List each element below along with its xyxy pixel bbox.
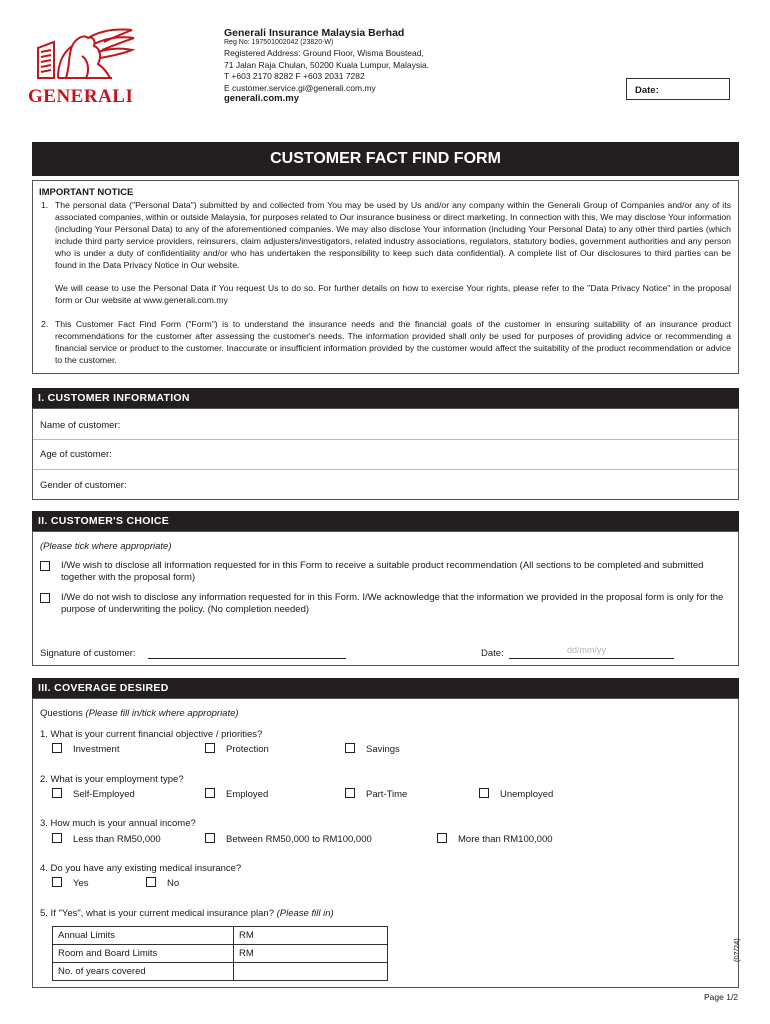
customer-gender-field[interactable] <box>143 473 733 495</box>
registration-number: Reg No: 197501002042 (23820-W) <box>224 39 334 46</box>
option-label: Employed <box>226 789 269 800</box>
customer-name-field[interactable] <box>133 413 733 435</box>
signature-date-label: Date: <box>481 648 504 659</box>
part-time-checkbox[interactable] <box>345 788 355 798</box>
question-5 <box>40 908 334 919</box>
questions-intro <box>40 708 239 719</box>
section-customers-choice-header <box>32 511 739 531</box>
notice-item-number: 2. <box>41 319 49 329</box>
question-4: 4. Do you have any existing medical insurance? <box>40 863 242 874</box>
disclose-all-option: I/We wish to disclose all information requested for in this Form to receive a suitable product recommendation (All sections to be completed and submitted together with the proposal form) <box>61 560 704 583</box>
savings-checkbox[interactable] <box>345 743 355 753</box>
notice-item-2: This Customer Fact Find Form ("Form") is to understand the insurance needs and the financial goals of the customer in ensuring suitability of an insurance product recommendations for the customer after assessing the customer's needs. The information provided shall only be used for purposes of providing advice or recommending a financial service or product to the customer. Inaccurate or insufficient information provided by the customer would affect the suitability of the product recommendation or advice to the customer. <box>55 319 731 365</box>
question-1: 1. What is your current financial objective / priorities? <box>40 729 263 740</box>
header-date-label: Date: <box>635 85 659 96</box>
section-coverage-desired <box>32 698 739 988</box>
contact-phone-fax: T +603 2170 8282 F +603 2031 7282 <box>224 71 365 81</box>
customer-name-label: Name of customer: <box>40 420 121 431</box>
section-title: II. CUSTOMER'S CHOICE <box>38 515 170 527</box>
section-title: I. CUSTOMER INFORMATION <box>38 392 190 404</box>
form-title-bar <box>32 142 739 176</box>
important-notice <box>32 180 739 374</box>
self-employed-checkbox[interactable] <box>52 788 62 798</box>
option-label: Less than RM50,000 <box>73 834 161 845</box>
section-customers-choice <box>32 531 739 666</box>
company-address <box>224 48 429 94</box>
option-label: Unemployed <box>500 789 554 800</box>
income-below-50k-checkbox[interactable] <box>52 833 62 843</box>
form-title: CUSTOMER FACT FIND FORM <box>270 150 501 167</box>
notice-heading: IMPORTANT NOTICE <box>39 187 134 198</box>
medical-insurance-table <box>52 926 388 981</box>
customer-age-label: Age of customer: <box>40 449 112 460</box>
option-label: Self-Employed <box>73 789 135 800</box>
signature-line[interactable] <box>148 658 346 659</box>
unemployed-checkbox[interactable] <box>479 788 489 798</box>
tick-instruction: (Please tick where appropriate) <box>40 541 172 552</box>
investment-checkbox[interactable] <box>52 743 62 753</box>
section-customer-information <box>32 408 739 500</box>
question-5-instruction: (Please fill in) <box>276 908 334 919</box>
divider <box>33 439 738 440</box>
notice-item-number: 1. <box>41 200 49 210</box>
annual-limits-field[interactable]: RM <box>234 927 388 945</box>
date-placeholder: dd/mm/yy <box>567 645 607 655</box>
customer-age-field[interactable] <box>133 442 733 464</box>
option-label: Savings <box>366 744 400 755</box>
logo-wordmark: GENERALI <box>28 86 134 107</box>
protection-checkbox[interactable] <box>205 743 215 753</box>
contact-email: E customer.service.gi@generali.com.my <box>224 82 376 93</box>
no-disclosure-option: I/We do not wish to disclose any information requested for in this Form. I/We acknowledge that the information we provided in the proposal form is only for the purpose of underwriting the policy. (No completion needed) <box>61 592 724 615</box>
years-covered-field[interactable] <box>234 963 388 981</box>
table-row <box>53 927 388 945</box>
table-row <box>53 945 388 963</box>
question-3: 3. How much is your annual income? <box>40 818 196 829</box>
company-website: generali.com.my <box>224 93 299 104</box>
option-label: Yes <box>73 878 89 889</box>
table-row <box>53 963 388 981</box>
disclose-all-checkbox[interactable] <box>40 561 50 571</box>
question-2: 2. What is your employment type? <box>40 774 184 785</box>
income-above-100k-checkbox[interactable] <box>437 833 447 843</box>
medical-insurance-yes-checkbox[interactable] <box>52 877 62 887</box>
winged-lion-icon <box>28 26 140 88</box>
option-label: No <box>167 878 180 889</box>
years-covered-label: No. of years covered <box>53 963 234 981</box>
notice-item-1-continued: We will cease to use the Personal Data if You request Us to do so. For further details on how to exercise Your rights, please refer to the "Data Privacy Notice" in the proposal form or Our website at www.generali.com.my <box>55 283 731 305</box>
employed-checkbox[interactable] <box>205 788 215 798</box>
header-date-field[interactable] <box>626 78 730 100</box>
generali-logo <box>28 26 140 108</box>
annual-limits-label: Annual Limits <box>53 927 234 945</box>
income-50k-100k-checkbox[interactable] <box>205 833 215 843</box>
section-title: III. COVERAGE DESIRED <box>38 682 169 694</box>
room-board-limits-field[interactable]: RM <box>234 945 388 963</box>
section-coverage-desired-header <box>32 678 739 698</box>
room-board-limits-label: Room and Board Limits <box>53 945 234 963</box>
option-label: Between RM50,000 to RM100,000 <box>226 834 372 845</box>
page-number: Page 1/2 <box>704 992 739 1002</box>
signature-label: Signature of customer: <box>40 648 136 659</box>
medical-insurance-no-checkbox[interactable] <box>146 877 156 887</box>
option-label: More than RM100,000 <box>458 834 553 845</box>
section-customer-information-header <box>32 388 739 408</box>
address-line: 71 Jalan Raja Chulan, 50200 Kuala Lumpur, Malaysia. <box>224 59 430 70</box>
signature-date-line[interactable] <box>509 658 674 659</box>
option-label: Part-Time <box>366 789 408 800</box>
divider <box>33 469 738 470</box>
option-label: Investment <box>73 744 120 755</box>
option-label: Protection <box>226 744 269 755</box>
questions-instruction: (Please fill in/tick where appropriate) <box>85 708 239 719</box>
form-version: (07/24) <box>732 938 741 962</box>
question-5-text: 5. If "Yes", what is your current medical insurance plan? <box>40 908 274 919</box>
address-line: Registered Address: Ground Floor, Wisma Boustead, <box>224 48 424 58</box>
notice-item-1: The personal data ("Personal Data") submitted by and collected from You may be used by Us and/or any company within the Generali Group of Companies and/or any of its associated companies, within or outside Malaysia, for purposes related to Our insurance business or direct marketing. In connection with this, We may disclose Your information (including Your Personal Data) to any of the aforementioned companies. We may also disclose Your information (including Your Personal Data) to any other third parties (which include third party service providers, reinsurers, claim adjusters/investigators, related industry associations, regulators, statutory bodies, government authorities and any person who is under a duty of confidentiality and/or who has undertaken the responsibility to keep such data confidential). A complete list of Our disclosures to third parties can be found in the Data Privacy Notice in Our website. <box>55 200 731 270</box>
company-name: Generali Insurance Malaysia Berhad <box>224 27 405 39</box>
questions-label: Questions <box>40 708 83 719</box>
no-disclosure-checkbox[interactable] <box>40 593 50 603</box>
customer-gender-label: Gender of customer: <box>40 480 127 491</box>
